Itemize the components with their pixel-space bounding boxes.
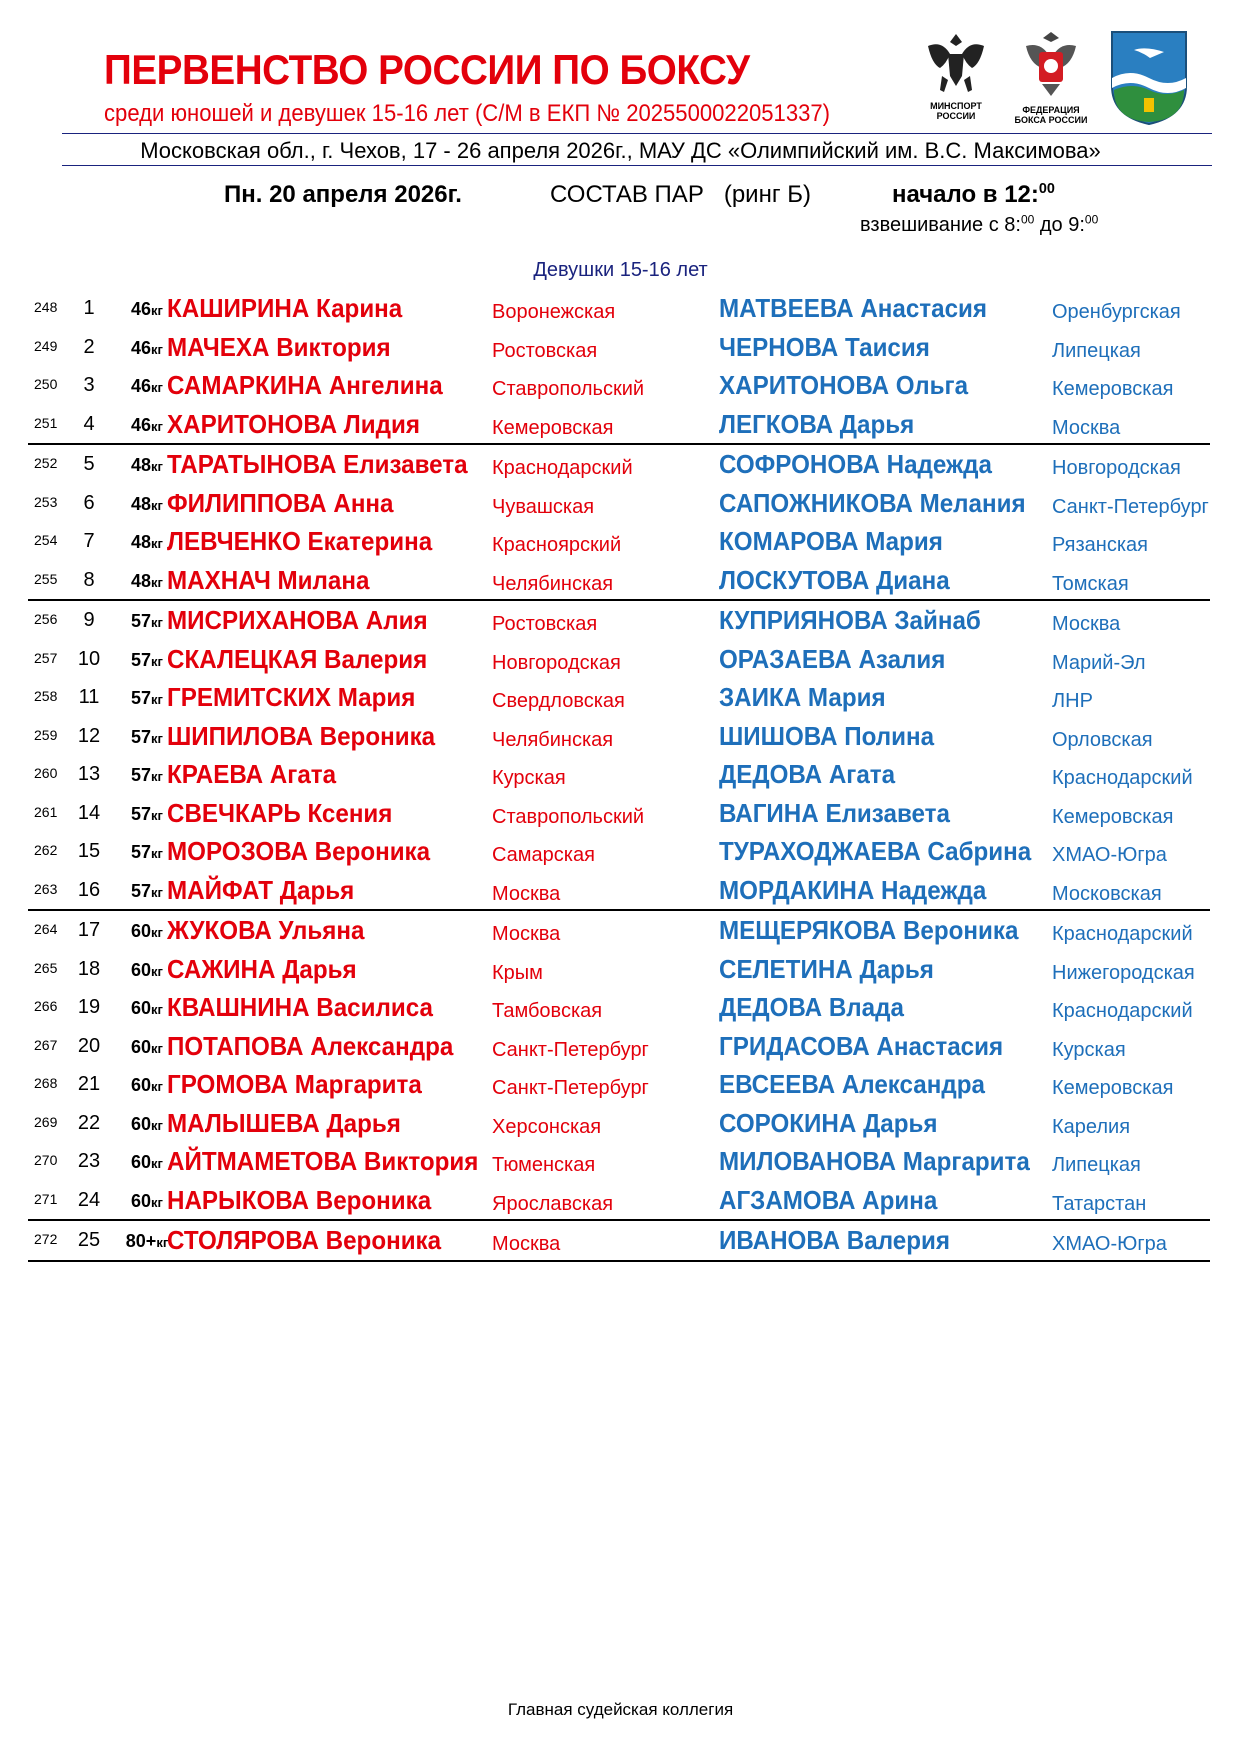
weight-value: 57 [131,726,152,747]
weight-value: 46 [131,376,152,396]
weight-unit: кг [151,807,163,823]
table-row [28,522,1210,561]
blue-corner-region: Курская [1052,1038,1126,1061]
bout-number: 255 [34,570,58,587]
pair-number: 2 [83,335,95,358]
red-corner-region: Крым [492,961,543,984]
red-corner-region: Херсонская [492,1115,602,1138]
table-row [28,443,1210,484]
bout-number: 266 [34,998,58,1014]
blue-corner-name: КОМАРОВА Мария [719,526,943,556]
weight-unit: кг [151,730,163,746]
schedule-title-text: СОСТАВ ПАР [550,181,704,208]
pair-number: 19 [77,996,101,1018]
weight-unit: кг [151,574,163,590]
weigh-in-time [860,214,1098,237]
blue-corner-name: ГРИДАСОВА Анастасия [719,1030,1004,1061]
red-corner-region: Ростовская [492,339,598,362]
red-corner-region: Воронежская [492,301,616,323]
table-row [28,871,1210,910]
bout-number: 267 [34,1036,58,1053]
pair-number: 1 [83,297,95,319]
red-corner-name: КАШИРИНА Карина [167,293,403,323]
blue-corner-name: САПОЖНИКОВА Мелания [719,487,1026,518]
table-row [28,366,1210,405]
weight-unit: кг [151,1079,163,1094]
blue-corner-region: Москва [1052,416,1121,439]
pair-number: 17 [77,919,101,941]
blue-corner-region: Краснодарский [1052,767,1193,789]
header-divider-top [62,133,1212,134]
pair-number: 8 [83,568,95,591]
pair-number: 16 [77,878,101,901]
red-corner-name: ГРОМОВА Маргарита [167,1069,422,1099]
bout-number: 264 [34,921,58,937]
blue-corner-region: Московская [1052,882,1162,905]
red-corner-region: Ставропольский [492,805,645,828]
weight-unit: кг [151,846,163,861]
blue-corner-name: КУПРИЯНОВА Зайнаб [719,605,981,635]
red-corner-region: Краснодарский [492,457,633,479]
blue-corner-name: СОРОКИНА Дарья [719,1107,938,1138]
header-divider-bottom [62,165,1212,166]
blue-corner-name: ЗАИКА Мария [719,682,886,712]
weight-value: 48 [131,493,152,514]
minsport-logo-text: МИНСПОРТ РОССИИ [930,101,982,121]
blue-corner-name: ЛЕГКОВА Дарья [719,408,915,439]
pair-number: 3 [83,374,95,396]
weight-value: 57 [131,649,152,670]
blue-corner-region: Санкт-Петербург [1052,495,1209,518]
table-row [28,950,1210,989]
bout-number: 265 [34,959,58,976]
pair-number: 12 [77,724,101,747]
blue-corner-region: Оренбургская [1052,301,1181,323]
table-row [28,1104,1210,1143]
red-corner-name: ГРЕМИТСКИХ Мария [167,682,416,712]
blue-corner-region: Томская [1052,572,1129,595]
blue-corner-name: ВАГИНА Елизавета [719,797,950,828]
red-corner-region: Челябинская [492,572,614,595]
group-title: Девушки 15-16 лет [533,259,708,281]
blue-corner-name: ОРАЗАЕВА Азалия [719,643,946,674]
weight-value: 60 [131,921,152,941]
table-row [28,1142,1210,1181]
weight-value: 46 [131,299,152,319]
weight-value: 46 [131,414,152,435]
schedule-ring: (ринг Б) [723,181,812,208]
weight-unit: кг [151,925,163,940]
red-corner-region: Кемеровская [492,416,614,439]
pair-number: 24 [77,1188,101,1211]
weight-unit: кг [151,1040,163,1056]
weight-value: 60 [131,1190,152,1211]
table-row [28,405,1210,444]
blue-corner-name: ЧЕРНОВА Таисия [719,331,930,362]
red-corner-name: МАЧЕХА Виктория [167,331,391,362]
red-corner-region: Свердловская [492,690,625,712]
red-corner-name: САМАРКИНА Ангелина [167,370,443,400]
red-corner-name: ФИЛИППОВА Анна [167,487,394,518]
bout-number: 250 [34,376,58,392]
blue-corner-name: ДЕДОВА Влада [719,992,904,1022]
bout-number: 248 [34,299,58,315]
weight-value: 60 [131,1113,152,1134]
red-corner-name: КРАЕВА Агата [167,759,337,789]
table-row [28,328,1210,367]
red-corner-name: СТОЛЯРОВА Вероника [167,1225,442,1255]
pair-number: 4 [83,412,95,435]
table-row [28,1065,1210,1104]
chekhov-coat-of-arms [1110,30,1188,131]
table-row [28,755,1210,794]
bout-number: 263 [34,880,58,897]
bout-number: 272 [34,1231,58,1247]
table-row [28,717,1210,756]
weight-unit: кг [151,1156,163,1171]
table-row [28,289,1210,328]
table-row [28,640,1210,679]
pair-number: 5 [83,453,95,475]
bouts-table [28,289,1210,1262]
weight-unit: кг [151,341,163,357]
red-corner-region: Новгородская [492,651,621,674]
blue-corner-region: Кемеровская [1052,1077,1174,1099]
red-corner-region: Ростовская [492,613,598,635]
weight-value: 60 [131,1036,152,1057]
blue-corner-region: Москва [1052,613,1121,635]
weight-value: 48 [131,532,152,552]
red-corner-name: НАРЫКОВА Вероника [167,1184,432,1215]
weigh-in-label: взвешивание с 8: [860,214,1021,236]
blue-corner-region: Нижегородская [1052,961,1195,984]
pair-number: 14 [77,801,101,824]
red-corner-name: КВАШНИНА Василиса [167,992,433,1022]
weight-value: 60 [131,1075,152,1095]
weight-unit: кг [156,1235,169,1250]
weight-unit: кг [151,963,163,979]
weight-value: 57 [131,765,152,785]
blue-corner-name: МЕЩЕРЯКОВА Вероника [719,915,1019,945]
blue-corner-name: ЛОСКУТОВА Диана [719,564,950,595]
bout-number: 262 [34,842,58,858]
weight-unit: кг [151,459,163,474]
pair-number: 13 [77,763,101,785]
blue-corner-region: Татарстан [1052,1192,1147,1215]
red-corner-name: МОРОЗОВА Вероника [167,836,431,866]
blue-corner-region: Краснодарский [1052,923,1193,945]
bout-number: 270 [34,1152,58,1168]
weight-value: 57 [131,611,152,631]
pair-number: 22 [77,1111,101,1134]
red-corner-region: Самарская [492,844,595,866]
red-corner-name: МАХНАЧ Милана [167,564,370,595]
blue-corner-name: ДЕДОВА Агата [719,759,896,789]
red-corner-name: АЙТМАМЕТОВА Виктория [167,1146,479,1176]
weight-value: 80+ [125,1231,157,1251]
weight-unit: кг [151,1002,163,1017]
pair-number: 7 [83,530,95,552]
pair-number: 9 [83,609,95,631]
blue-corner-name: АГЗАМОВА Арина [719,1184,938,1215]
red-corner-region: Ставропольский [492,378,645,400]
weight-unit: кг [151,380,163,395]
blue-corner-region: Кемеровская [1052,378,1174,400]
blue-corner-region: Марий-Эл [1052,651,1146,674]
bout-number: 251 [34,414,58,431]
schedule-title [550,181,811,209]
page-subtitle: среди юношей и девушек 15-16 лет (С/М в ЕКП № 2025500022051337) [104,100,831,127]
pair-number: 18 [77,957,101,980]
blue-corner-name: ШИШОВА Полина [719,720,935,751]
pair-number: 10 [77,647,101,670]
weight-unit: кг [151,497,163,513]
table-row [28,988,1210,1027]
table-row [28,599,1210,640]
red-corner-name: МАЙФАТ Дарья [167,874,355,905]
red-corner-name: ЛЕВЧЕНКО Екатерина [167,526,433,556]
weight-value: 57 [131,803,152,824]
bout-number: 257 [34,649,58,666]
pair-number: 15 [77,840,101,862]
weight-value: 60 [131,959,152,980]
pair-number: 11 [78,686,100,708]
weight-unit: кг [151,1117,163,1133]
weigh-in-to-label: до 9: [1034,214,1085,236]
weight-value: 57 [131,688,152,708]
red-corner-region: Москва [492,923,561,945]
weight-unit: кг [151,692,163,707]
weight-unit: кг [151,536,163,551]
red-corner-region: Москва [492,882,561,905]
blue-corner-region: Краснодарский [1052,1000,1193,1022]
red-corner-name: САЖИНА Дарья [167,953,357,984]
weigh-in-from-minutes: 00 [1020,212,1035,227]
pair-number: 23 [77,1150,101,1172]
red-corner-region: Курская [492,767,566,789]
table-row [28,1219,1210,1260]
bout-number: 269 [34,1113,58,1130]
weight-value: 57 [131,880,152,901]
blue-corner-name: ЕВСЕЕВА Александра [719,1069,985,1099]
bout-number: 254 [34,532,58,548]
red-corner-name: ЖУКОВА Ульяна [167,915,365,945]
weigh-in-to-minutes: 00 [1084,212,1099,227]
table-row [28,1027,1210,1066]
table-row [28,678,1210,717]
blue-corner-region: Кемеровская [1052,805,1174,828]
start-time-label: начало в 12: [892,181,1039,208]
bout-number: 260 [34,765,58,781]
blue-corner-region: Липецкая [1052,1154,1141,1176]
blue-corner-name: МОРДАКИНА Надежда [719,874,987,905]
blue-corner-name: МИЛОВАНОВА Маргарита [719,1146,1030,1176]
red-corner-region: Санкт-Петербург [492,1077,649,1099]
bout-number: 268 [34,1075,58,1091]
pair-number: 21 [77,1073,101,1095]
red-corner-name: ХАРИТОНОВА Лидия [167,408,420,439]
bout-number: 249 [34,337,58,354]
red-corner-region: Тюменская [492,1154,596,1176]
schedule-date: Пн. 20 апреля 2026г. [224,181,462,208]
table-row [28,1181,1210,1220]
bout-number: 258 [34,688,58,704]
blue-corner-region: ХМАО-Югра [1052,1233,1167,1255]
red-corner-region: Челябинская [492,728,614,751]
weight-value: 46 [131,337,152,358]
blue-corner-region: Карелия [1052,1115,1131,1138]
red-corner-region: Красноярский [492,534,622,556]
blue-corner-region: Рязанская [1052,534,1148,556]
bout-number: 261 [34,803,58,820]
weight-value: 48 [131,455,152,475]
blue-corner-name: СОФРОНОВА Надежда [719,449,992,479]
table-row [28,794,1210,833]
boxing-federation-logo [1012,28,1090,125]
red-corner-name: ПОТАПОВА Александра [167,1030,454,1061]
page-title: ПЕРВЕНСТВО РОССИИ ПО БОКСУ [104,46,750,93]
start-time [892,181,1055,209]
blue-corner-region: Орловская [1052,728,1153,751]
pair-number: 20 [77,1034,101,1057]
blue-corner-region: ЛНР [1052,690,1093,712]
weight-unit: кг [151,615,163,630]
weight-value: 57 [131,842,152,862]
red-corner-name: СКАЛЕЦКАЯ Валерия [167,643,428,674]
table-row [28,561,1210,600]
red-corner-name: СВЕЧКАРЬ Ксения [167,797,393,828]
blue-corner-name: ХАРИТОНОВА Ольга [719,370,969,400]
red-corner-region: Москва [492,1233,561,1255]
red-corner-region: Ярославская [492,1192,614,1215]
blue-corner-region: Липецкая [1052,339,1141,362]
red-corner-region: Чувашская [492,495,595,518]
weight-unit: кг [151,884,163,900]
blue-corner-region: Новгородская [1052,457,1181,479]
weight-value: 48 [131,570,152,591]
start-time-minutes: 00 [1038,181,1055,197]
federation-logo-text: ФЕДЕРАЦИЯ БОКСА РОССИИ [1014,105,1088,125]
weight-unit: кг [151,303,163,318]
blue-corner-name: ИВАНОВА Валерия [719,1225,950,1255]
venue-line: Московская обл., г. Чехов, 17 - 26 апреля 2026г., МАУ ДС «Олимпийский им. В.С. Максимова» [140,138,1101,163]
weight-unit: кг [151,418,163,434]
bout-number: 253 [34,493,58,510]
red-corner-region: Санкт-Петербург [492,1038,649,1061]
blue-corner-name: ТУРАХОДЖАЕВА Сабрина [719,836,1032,866]
bout-number: 271 [34,1190,58,1207]
minsport-logo [918,28,994,121]
blue-corner-region: ХМАО-Югра [1052,844,1167,866]
blue-corner-name: СЕЛЕТИНА Дарья [719,953,934,984]
bout-number: 259 [34,726,58,743]
table-row [28,832,1210,871]
red-corner-name: ТАРАТЫНОВА Елизавета [167,449,468,479]
weight-unit: кг [151,1194,163,1210]
footer-signature: Главная судейская коллегия [507,1700,734,1719]
table-row [28,909,1210,950]
red-corner-name: ШИПИЛОВА Вероника [167,720,436,751]
red-corner-name: МИСРИХАНОВА Алия [167,605,428,635]
bout-number: 256 [34,611,58,627]
table-row [28,484,1210,523]
weight-value: 60 [131,1152,152,1172]
red-corner-region: Тамбовская [492,1000,603,1022]
bout-number: 252 [34,455,58,471]
weight-unit: кг [151,653,163,669]
blue-corner-name: МАТВЕЕВА Анастасия [719,293,987,323]
weight-unit: кг [151,769,163,784]
weight-value: 60 [131,998,152,1018]
red-corner-name: МАЛЫШЕВА Дарья [167,1107,401,1138]
pair-number: 25 [77,1229,101,1251]
pair-number: 6 [83,491,95,514]
